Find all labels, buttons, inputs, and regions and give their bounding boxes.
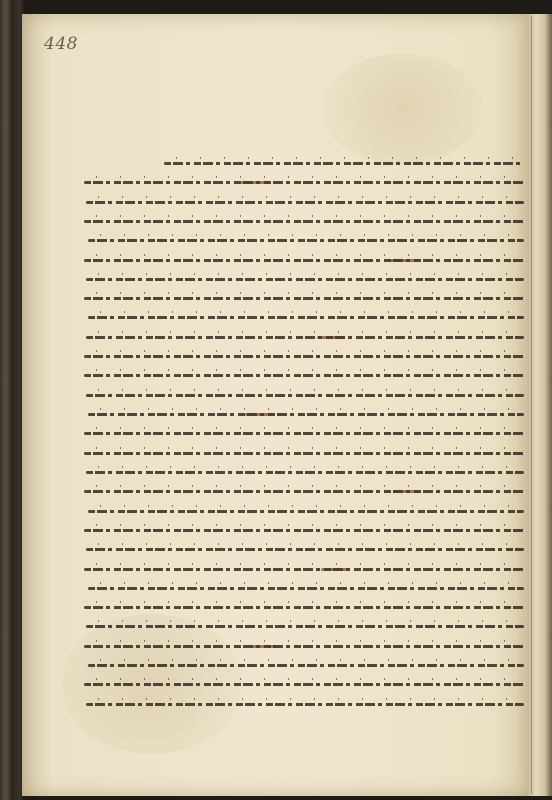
manuscript-text-line (86, 625, 524, 628)
manuscript-text-line (84, 374, 524, 377)
manuscript-text-line (86, 394, 524, 397)
manuscript-text-line (88, 510, 524, 513)
manuscript-text-line (84, 529, 524, 532)
manuscript-text-line (84, 568, 524, 571)
manuscript-text-line (84, 645, 524, 648)
rubric-mark (245, 413, 273, 416)
manuscript-text-line (84, 452, 524, 455)
rubric-mark (249, 645, 277, 648)
manuscript-text-line (86, 201, 524, 204)
rubric-mark (389, 259, 417, 262)
manuscript-text-line (88, 413, 524, 416)
manuscript-text-line (86, 471, 524, 474)
manuscript-page (22, 14, 528, 796)
manuscript-text-line (84, 355, 524, 358)
manuscript-text-line (84, 259, 524, 262)
manuscript-text-line (84, 606, 524, 609)
page-edge-line (531, 16, 532, 794)
manuscript-text-line (88, 239, 524, 242)
folio-number: 448 (44, 34, 78, 54)
text-block (84, 154, 524, 714)
manuscript-text-line (88, 316, 524, 319)
rubric-mark (393, 490, 421, 493)
manuscript-text-line (86, 278, 524, 281)
rubric-mark (317, 336, 345, 339)
manuscript-text-line (164, 162, 524, 165)
manuscript-text-line (84, 432, 524, 435)
rubric-mark (321, 568, 349, 571)
manuscript-text-line (88, 664, 524, 667)
rubric-mark (241, 181, 269, 184)
manuscript-text-line (86, 336, 524, 339)
manuscript-text-line (86, 703, 524, 706)
manuscript-text-line (88, 587, 524, 590)
manuscript-text-line (84, 297, 524, 300)
manuscript-text-line (86, 548, 524, 551)
manuscript-text-line (84, 490, 524, 493)
manuscript-text-line (84, 181, 524, 184)
manuscript-text-line (84, 220, 524, 223)
paper-stain (322, 54, 482, 164)
manuscript-text-line (84, 683, 524, 686)
